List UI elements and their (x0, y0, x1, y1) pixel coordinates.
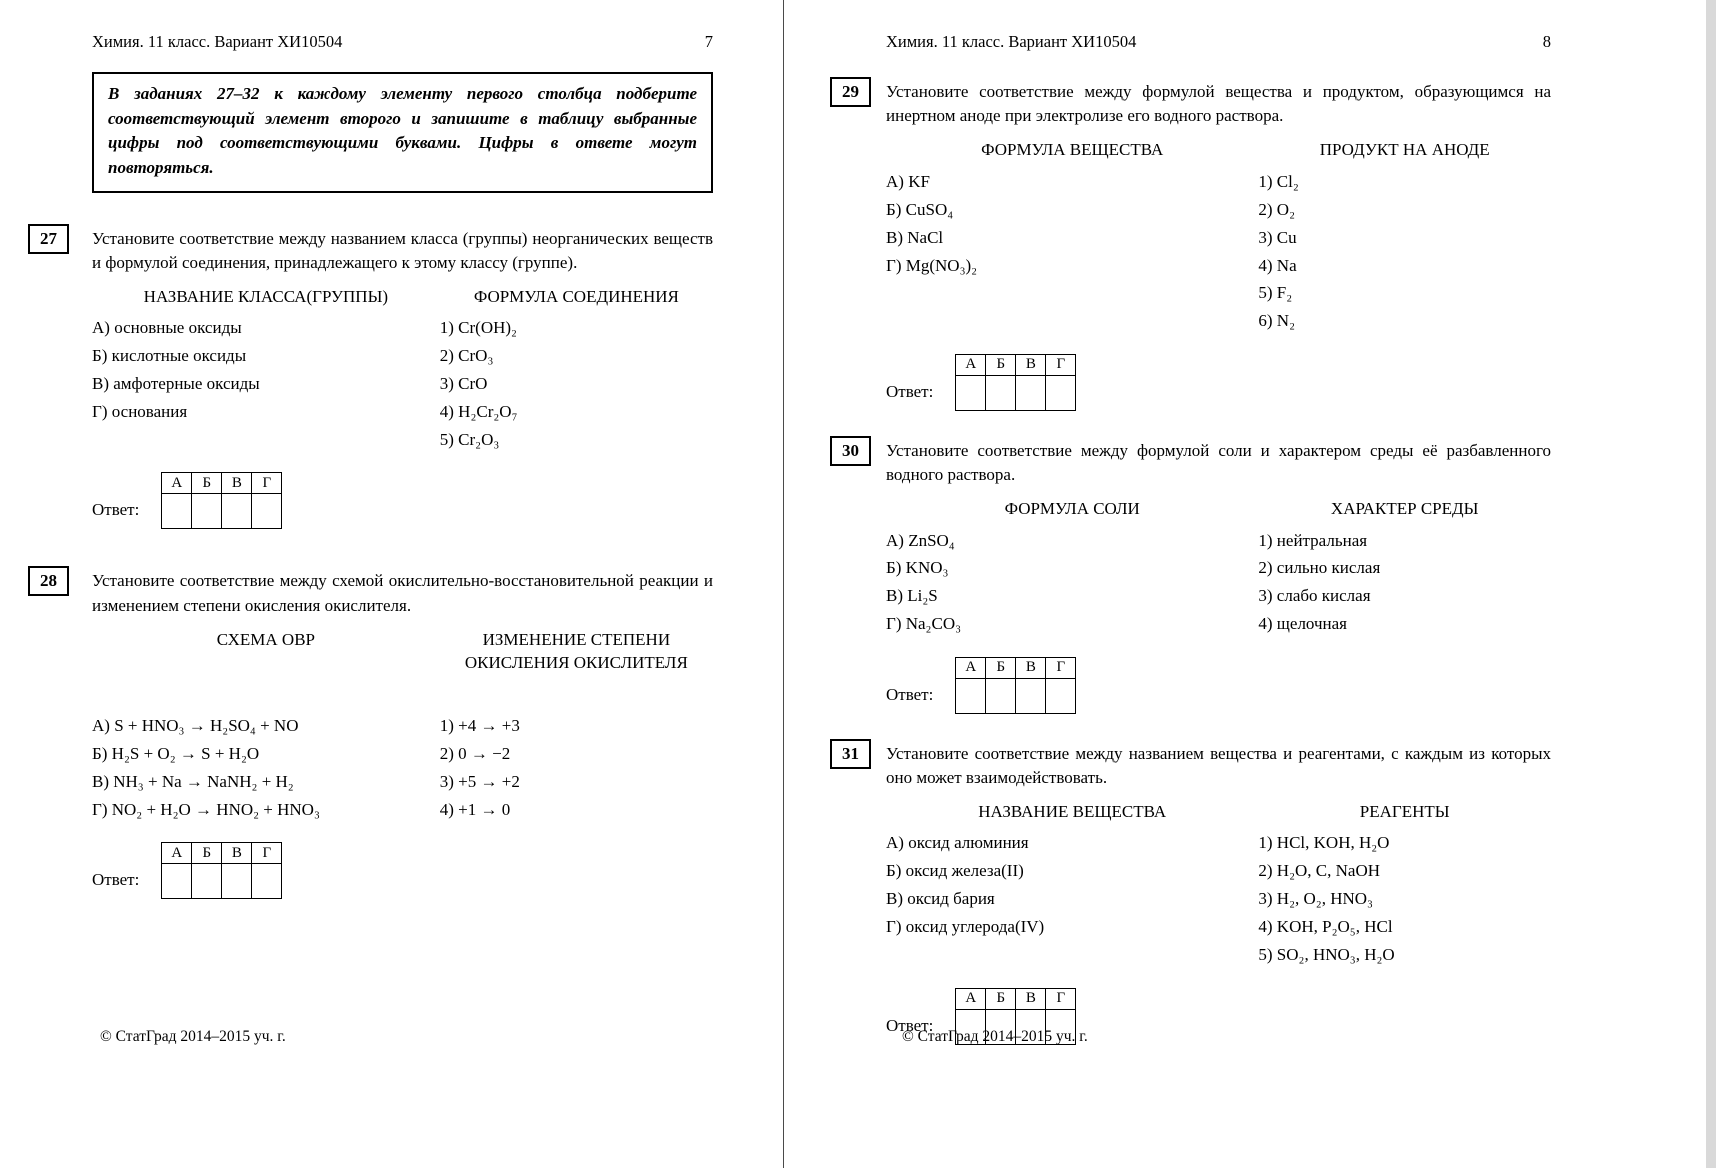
task-31-right-header: РЕАГЕНТЫ (1359, 802, 1450, 821)
match-item: А) KF (886, 171, 930, 191)
answer-cell (1016, 375, 1046, 410)
match-item: 1) +4 → +3 (439, 716, 520, 736)
answer-cell (222, 494, 252, 529)
page-8-footer: © СтатГрад 2014–2015 уч. г. (902, 1028, 1088, 1045)
match-item: А) основные оксиды (92, 318, 242, 338)
match-item: 1) HCl, KOH, H₂O (1258, 833, 1390, 853)
task-27-right-header: ФОРМУЛА СОЕДИНЕНИЯ (473, 286, 679, 306)
answer-cell (956, 375, 986, 410)
match-item: 3) +5 → +2 (439, 772, 520, 792)
answer-col-header: В (1016, 354, 1046, 375)
answer-cell (1016, 678, 1046, 713)
match-item: 5) Cr₂O₃ (439, 430, 500, 449)
task-28-answer-table (161, 842, 282, 899)
match-item: А) оксид алюминия (886, 833, 1029, 853)
answer-cell (1046, 678, 1076, 713)
match-item: 4) KOH, P₂O₅, HCl (1258, 917, 1393, 937)
answer-label: Ответ: (92, 870, 140, 890)
match-item: 6) N₂ (1258, 311, 1296, 331)
task-30-left-header: ФОРМУЛА СОЛИ (1004, 499, 1140, 519)
task-27-answer-table (161, 472, 282, 529)
answer-cell (986, 678, 1016, 713)
match-item: А) ZnSO₄ (886, 530, 955, 550)
answer-col-header: А (162, 843, 192, 864)
answer-cell (1046, 375, 1076, 410)
task-28-right-header: ИЗМЕНЕНИЕ СТЕПЕНИ ОКИСЛЕНИЯ ОКИСЛИТЕЛЯ (464, 629, 688, 672)
header-title: Химия. 11 класс. Вариант ХИ10504 (92, 32, 343, 51)
match-item: Г) NO₂ + H₂O → HNO₂ + HNO₃ (92, 800, 320, 819)
match-item: Г) Na₂CO₃ (886, 614, 962, 634)
task-30-answer (886, 657, 1551, 714)
task-27-match (92, 286, 713, 455)
answer-cell (162, 494, 192, 529)
answer-col-header: А (956, 657, 986, 678)
task-29-number: 29 (830, 77, 871, 107)
match-item: Г) Mg(NO₃)₂ (886, 255, 978, 275)
task-30-answer-table (955, 657, 1076, 714)
match-item: 5) F₂ (1258, 283, 1293, 303)
instruction-box: В заданиях 27–32 к каждому элементу первого столбца подберите соответствующий элемент второго и запишите в таблицу выбранные цифры под соответствующими буквами. Цифры в ответе могут повторяться. (92, 72, 713, 193)
task-31-number: 31 (830, 739, 871, 769)
match-item: 4) щелочная (1258, 614, 1347, 634)
task-29-statement: Установите соответствие между формулой вещества и продуктом, образующимся на инертном аноде при электролизе его водного раствора. (886, 82, 1551, 126)
answer-col-header: Г (1046, 354, 1076, 375)
match-item: 4) +1 → 0 (439, 800, 511, 819)
task-28-match (92, 629, 713, 825)
task-28-answer (92, 842, 713, 899)
match-item: Г) основания (92, 402, 188, 422)
page-7 (0, 0, 784, 1168)
task-29-right-header: ПРОДУКТ НА АНОДЕ (1319, 140, 1490, 160)
header-title: Химия. 11 класс. Вариант ХИ10504 (886, 32, 1137, 51)
answer-label: Ответ: (886, 381, 934, 401)
match-item: 1) Cl₂ (1258, 171, 1299, 191)
answer-col-header: Г (252, 473, 282, 494)
match-item: В) амфотерные оксиды (92, 374, 260, 394)
page-8 (784, 0, 1716, 1168)
task-27-number: 27 (28, 224, 69, 254)
task-28-number: 28 (28, 566, 69, 596)
task-27-answer (92, 472, 713, 529)
task-30-number: 30 (830, 436, 871, 466)
answer-col-header: Б (986, 657, 1016, 678)
match-item: Б) CuSO₄ (886, 199, 954, 219)
match-item: 3) Cu (1258, 227, 1297, 247)
answer-col-header: В (222, 843, 252, 864)
answer-cell (162, 864, 192, 899)
match-item: 2) O₂ (1258, 199, 1296, 219)
match-item: Б) оксид железа(II) (886, 861, 1024, 881)
page-number: 8 (1542, 32, 1551, 51)
match-item: 2) H₂O, C, NaOH (1258, 861, 1380, 881)
answer-col-header: Г (1046, 988, 1076, 1009)
answer-cell (986, 375, 1016, 410)
answer-cell (192, 864, 222, 899)
task-28-left-header: СХЕМА ОВР (216, 629, 316, 649)
match-item: Б) KNO₃ (886, 558, 949, 578)
match-item: 3) слабо кислая (1258, 586, 1371, 606)
task-29-left-header: ФОРМУЛА ВЕЩЕСТВА (981, 140, 1164, 160)
task-30-statement: Установите соответствие между формулой соли и характером среды её разбавленного водного раствора. (886, 440, 1551, 484)
match-item: 2) 0 → −2 (439, 744, 511, 764)
answer-col-header: Г (252, 843, 282, 864)
answer-col-header: Б (192, 473, 222, 494)
answer-label: Ответ: (886, 684, 934, 704)
page-8-header (886, 32, 1551, 52)
page-7-header (92, 32, 713, 52)
answer-cell (222, 864, 252, 899)
task-31-match (886, 801, 1551, 970)
answer-label: Ответ: (92, 500, 140, 520)
match-item: 3) CrO (439, 374, 488, 394)
answer-col-header: Г (1046, 657, 1076, 678)
answer-col-header: В (1016, 657, 1046, 678)
match-item: В) Li₂S (886, 586, 938, 606)
answer-col-header: В (222, 473, 252, 494)
task-31-left-header: НАЗВАНИЕ ВЕЩЕСТВА (978, 802, 1167, 821)
match-item: 2) CrO₃ (439, 346, 494, 366)
answer-col-header: Б (986, 988, 1016, 1009)
task-31-statement: Установите соответствие между названием вещества и реагентами, с каждым из которых оно может взаимодействовать. (886, 743, 1551, 787)
task-29-answer-table (955, 354, 1076, 411)
task-29-match (886, 139, 1551, 336)
answer-col-header: А (956, 354, 986, 375)
match-item: 1) нейтральная (1258, 530, 1368, 550)
page-7-footer: © СтатГрад 2014–2015 уч. г. (100, 1028, 286, 1045)
answer-col-header: Б (192, 843, 222, 864)
match-item: 1) Cr(OH)₂ (439, 318, 517, 338)
match-item: 2) сильно кислая (1258, 558, 1381, 578)
task-27-statement: Установите соответствие между названием класса (группы) неорганических веществ и формулой соединения, принадлежащего к этому классу (группе). (92, 228, 713, 272)
answer-cell (252, 864, 282, 899)
answer-cell (192, 494, 222, 529)
answer-cell (252, 494, 282, 529)
page-edge-strip (1706, 0, 1716, 1168)
answer-cell (956, 678, 986, 713)
match-item: 4) Na (1258, 255, 1297, 275)
match-item: В) NH₃ + Na → NaNH₂ + H₂ (92, 772, 294, 792)
match-item: 5) SO₂, HNO₃, H₂O (1258, 945, 1395, 965)
match-item: Б) кислотные оксиды (92, 346, 247, 366)
answer-col-header: Б (986, 354, 1016, 375)
task-30 (842, 439, 1551, 714)
answer-col-header: А (956, 988, 986, 1009)
answer-label: Ответ: (886, 1015, 934, 1035)
task-27-left-header: НАЗВАНИЕ КЛАССА(ГРУППЫ) (143, 286, 389, 306)
match-item: В) NaCl (886, 227, 944, 247)
task-27 (40, 227, 713, 530)
match-item: 3) H₂, O₂, HNO₃ (1258, 889, 1373, 909)
page-number: 7 (704, 32, 713, 51)
task-31 (842, 742, 1551, 1045)
match-item: Б) H₂S + O₂ → S + H₂O (92, 744, 260, 764)
task-30-match (886, 498, 1551, 639)
task-30-right-header: ХАРАКТЕР СРЕДЫ (1330, 499, 1479, 519)
task-28-statement: Установите соответствие между схемой окислительно-восстановительной реакции и изменением степени окисления окислителя. (92, 571, 713, 615)
task-28 (40, 569, 713, 899)
match-item: 4) H₂Cr₂O₇ (439, 402, 518, 422)
answer-col-header: А (162, 473, 192, 494)
task-29 (842, 80, 1551, 411)
match-item: Г) оксид углерода(IV) (886, 917, 1045, 937)
match-item: А) S + HNO₃ → H₂SO₄ + NO (92, 716, 299, 736)
answer-col-header: В (1016, 988, 1046, 1009)
task-29-answer (886, 354, 1551, 411)
match-item: В) оксид бария (886, 889, 995, 909)
